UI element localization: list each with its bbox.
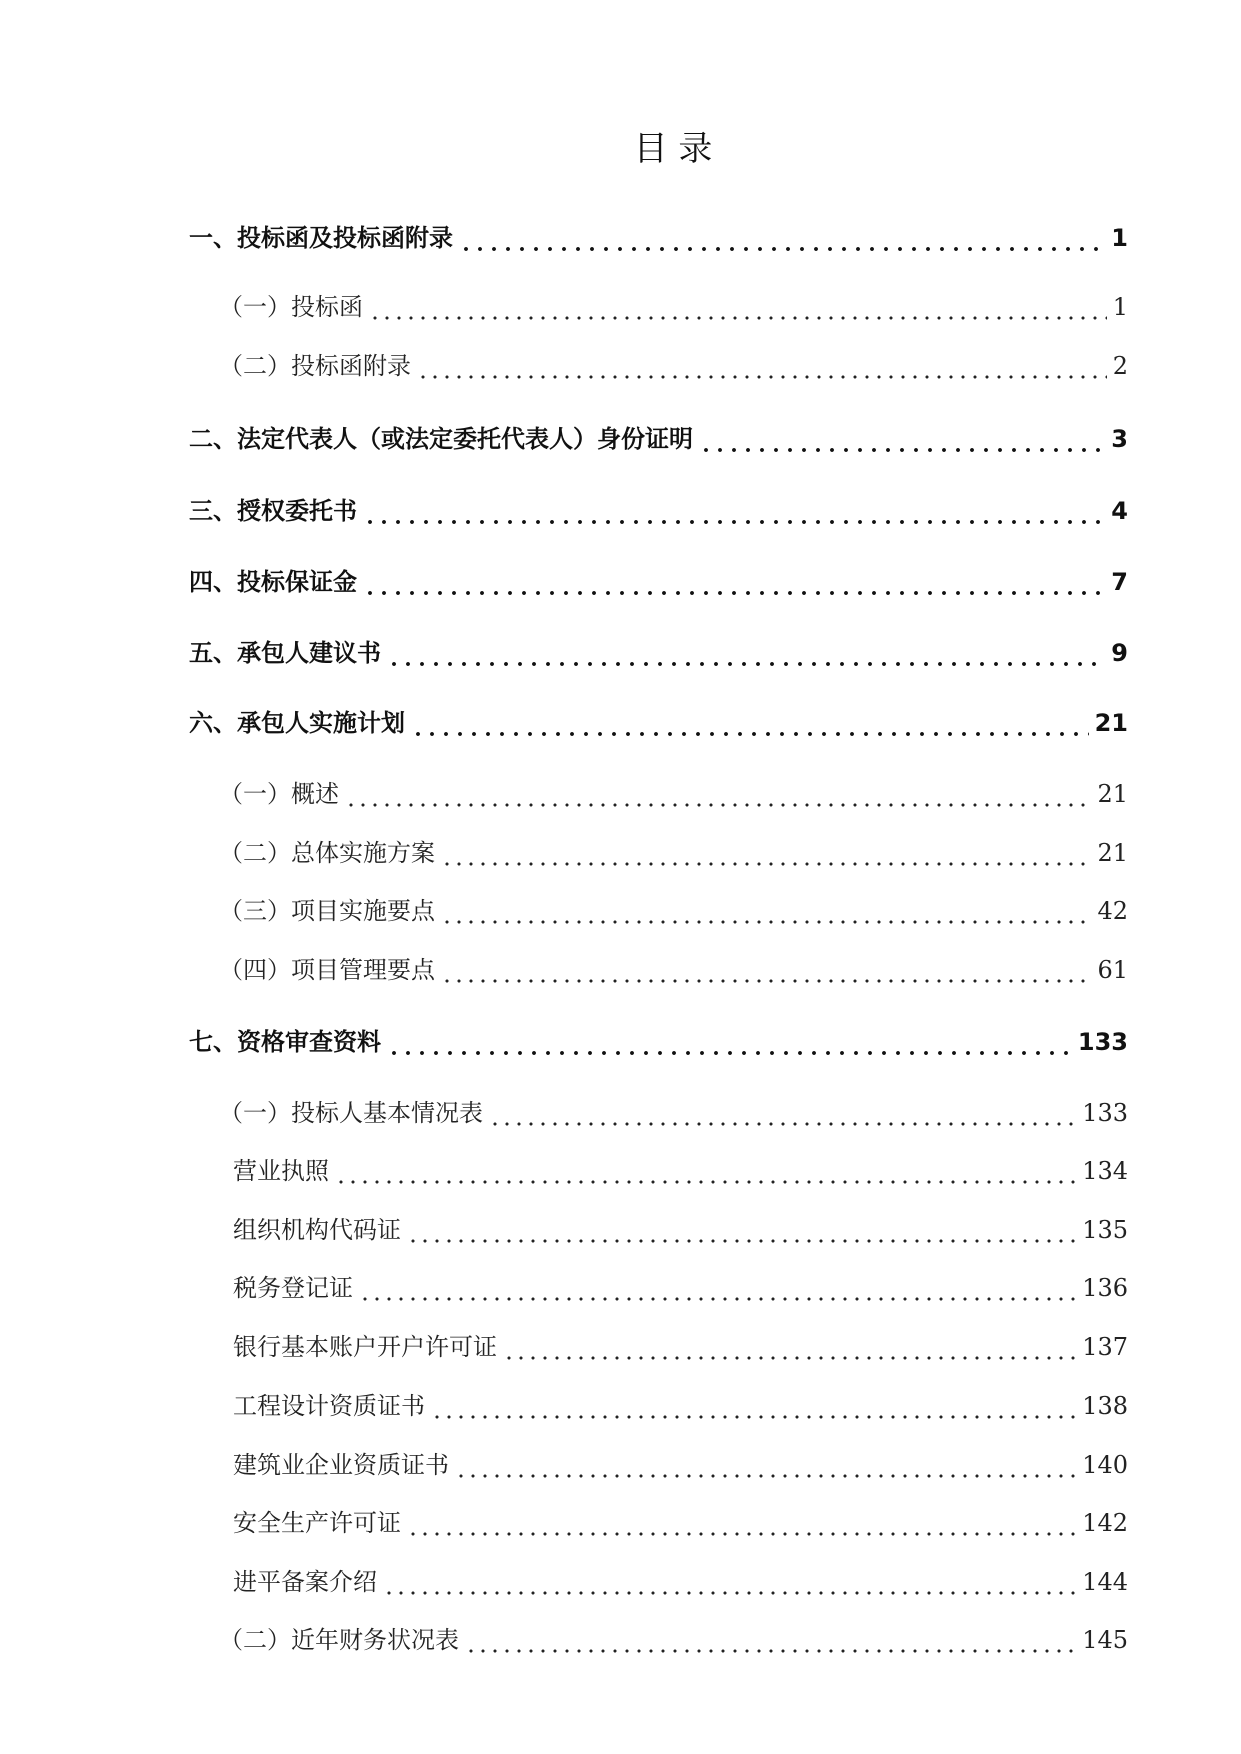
dot-leader [407,1506,1076,1540]
toc-entry-title: （二）投标函附录 [219,352,411,380]
toc-subsection-entry [233,1271,1128,1305]
toc-entry-page: 4 [1111,497,1128,525]
dot-leader [459,221,1105,255]
dot-leader [441,894,1091,928]
toc-entry-page: 140 [1082,1451,1128,1479]
dot-leader [383,1565,1076,1599]
toc-chapter-entry [189,221,1128,255]
toc-subsection-entry [233,1448,1128,1482]
toc-chapter-entry [189,565,1128,599]
toc-entry-title: 进平备案介绍 [233,1568,377,1596]
toc-entry-title: （一）投标函 [219,293,363,321]
dot-leader [503,1330,1076,1364]
toc-section-entry [219,1623,1128,1657]
toc-entry-page: 7 [1111,568,1128,596]
toc-subsection-entry [233,1213,1128,1247]
toc-entry-title: 工程设计资质证书 [233,1392,425,1420]
dot-leader [359,1271,1076,1305]
toc-entry-page: 142 [1082,1509,1128,1537]
toc-entry-title: 六、承包人实施计划 [189,709,405,737]
toc-chapter-entry [189,1025,1128,1059]
dot-leader [407,1213,1076,1247]
dot-leader [489,1096,1076,1130]
toc-entry-page: 145 [1082,1626,1128,1654]
toc-entry-title: 二、法定代表人（或法定委托代表人）身份证明 [189,425,693,453]
toc-section-entry [219,777,1128,811]
toc-subsection-entry [233,1154,1128,1188]
dot-leader [363,494,1105,528]
dot-leader [441,836,1091,870]
toc-entry-title: 营业执照 [233,1157,329,1185]
toc-entry-page: 42 [1097,897,1128,925]
toc-entry-title: （四）项目管理要点 [219,956,435,984]
toc-subsection-entry [233,1330,1128,1364]
toc-entry-page: 1 [1111,224,1128,252]
toc-chapter-entry [189,706,1128,740]
toc-entry-title: 安全生产许可证 [233,1509,401,1537]
toc-entry-title: 三、授权委托书 [189,497,357,525]
toc-entry-page: 137 [1082,1333,1128,1361]
toc-entry-page: 3 [1111,425,1128,453]
toc-section-entry [219,1096,1128,1130]
toc-entry-page: 21 [1097,839,1128,867]
toc-entry-page: 1 [1112,293,1128,321]
toc-chapter-entry [189,494,1128,528]
toc-subsection-entry [233,1565,1128,1599]
toc-entry-title: （二）近年财务状况表 [219,1626,459,1654]
dot-leader [363,565,1105,599]
toc-entry-page: 21 [1097,780,1128,808]
toc-entry-page: 144 [1082,1568,1128,1596]
toc-section-entry [219,836,1128,870]
dot-leader [411,706,1089,740]
toc-section-entry [219,953,1128,987]
toc-entry-title: （三）项目实施要点 [219,897,435,925]
toc-entry-title: （一）概述 [219,780,339,808]
dot-leader [417,349,1107,383]
toc-section-entry [219,290,1128,324]
toc-entry-title: 七、资格审查资料 [189,1028,381,1056]
toc-entry-title: 五、承包人建议书 [189,639,381,667]
dot-leader [369,290,1107,324]
toc-entry-page: 9 [1111,639,1128,667]
toc-subsection-entry [233,1389,1128,1423]
toc-entry-page: 136 [1082,1274,1128,1302]
toc-section-entry [219,894,1128,928]
toc-entry-title: 建筑业企业资质证书 [233,1451,449,1479]
toc-entry-title: 税务登记证 [233,1274,353,1302]
dot-leader [455,1448,1076,1482]
toc-entry-title: （二）总体实施方案 [219,839,435,867]
dot-leader [345,777,1091,811]
toc-entry-title: （一）投标人基本情况表 [219,1099,483,1127]
toc-entry-page: 133 [1077,1028,1128,1056]
toc-subsection-entry [233,1506,1128,1540]
dot-leader [431,1389,1076,1423]
toc-entry-page: 135 [1082,1216,1128,1244]
toc-entry-title: 一、投标函及投标函附录 [189,224,453,252]
toc-entry-page: 133 [1082,1099,1128,1127]
dot-leader [441,953,1091,987]
toc-heading: 目 录 [633,129,713,169]
toc-entry-page: 134 [1082,1157,1128,1185]
toc-entry-title: 组织机构代码证 [233,1216,401,1244]
toc-entry-page: 138 [1082,1392,1128,1420]
dot-leader [335,1154,1076,1188]
toc-entry-title: 四、投标保证金 [189,568,357,596]
toc-entry-page: 21 [1094,709,1128,737]
toc-entry-title: 银行基本账户开户许可证 [233,1333,497,1361]
toc-section-entry [219,349,1128,383]
toc-entry-page: 61 [1097,956,1128,984]
dot-leader [699,422,1105,456]
dot-leader [387,1025,1072,1059]
toc-chapter-entry [189,636,1128,670]
dot-leader [387,636,1105,670]
toc-chapter-entry [189,422,1128,456]
dot-leader [465,1623,1076,1657]
toc-entry-page: 2 [1112,352,1128,380]
